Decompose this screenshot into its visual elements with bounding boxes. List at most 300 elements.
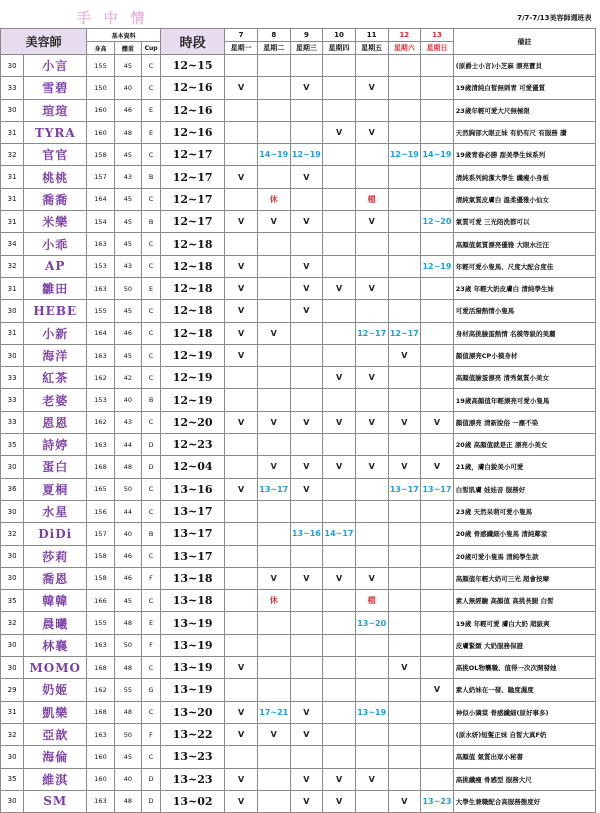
staff-cup: C [142, 344, 161, 366]
staff-note: 神似小隣棠 骨感纖細(原好事多) [453, 701, 595, 723]
staff-age: 32 [1, 523, 24, 545]
staff-row [1, 768, 596, 790]
staff-day-cell [355, 300, 388, 322]
staff-name: 凱樂 [24, 701, 87, 723]
header-date: 13 [421, 29, 454, 42]
staff-day-cell [421, 500, 454, 522]
staff-day-cell [257, 166, 290, 188]
staff-day-cell [323, 478, 356, 500]
staff-day-cell [388, 367, 421, 389]
staff-day-cell [388, 500, 421, 522]
staff-cup: B [142, 211, 161, 233]
staff-age: 33 [1, 77, 24, 99]
staff-row [1, 523, 596, 545]
header-weekday: 星期一 [225, 42, 258, 55]
staff-cup: C [142, 322, 161, 344]
staff-day-cell [225, 456, 258, 478]
staff-weight: 45 [114, 233, 141, 255]
staff-day-cell [355, 233, 388, 255]
staff-day-cell: V [290, 277, 323, 299]
staff-day-cell [323, 188, 356, 210]
staff-day-cell [257, 121, 290, 143]
staff-day-cell: V [355, 456, 388, 478]
staff-note: 19歲青春必勝 甜美學生妹系列 [453, 144, 595, 166]
staff-note: 天然胸部大眼正妹 有奶有尺 有服務 讚 [453, 121, 595, 143]
staff-time-slot: 13~02 [161, 790, 225, 812]
staff-day-cell [257, 233, 290, 255]
staff-day-cell [257, 55, 290, 77]
staff-time-slot: 12~17 [161, 166, 225, 188]
staff-cup: E [142, 121, 161, 143]
staff-cup: D [142, 790, 161, 812]
staff-height: 164 [87, 188, 114, 210]
staff-day-cell [388, 567, 421, 589]
staff-day-cell [388, 746, 421, 768]
staff-day-cell [421, 300, 454, 322]
staff-time-slot: 12~18 [161, 233, 225, 255]
staff-day-cell [355, 144, 388, 166]
staff-day-cell [323, 344, 356, 366]
staff-day-cell [355, 434, 388, 456]
staff-day-cell: V [257, 567, 290, 589]
staff-name: 奶姬 [24, 679, 87, 701]
staff-day-cell [355, 166, 388, 188]
staff-height: 155 [87, 55, 114, 77]
staff-day-cell [225, 144, 258, 166]
staff-age: 30 [1, 746, 24, 768]
staff-name: 韓韓 [24, 590, 87, 612]
staff-day-cell: V [355, 121, 388, 143]
staff-height: 168 [87, 701, 114, 723]
staff-weight: 46 [114, 99, 141, 121]
staff-row [1, 612, 596, 634]
staff-day-cell: V [290, 768, 323, 790]
staff-day-cell: 12~19 [388, 144, 421, 166]
staff-day-cell [421, 590, 454, 612]
staff-time-slot: 12~19 [161, 389, 225, 411]
staff-day-cell [323, 723, 356, 745]
staff-day-cell: 13~16 [290, 523, 323, 545]
staff-age: 31 [1, 277, 24, 299]
staff-day-cell [323, 500, 356, 522]
staff-day-cell [257, 545, 290, 567]
staff-time-slot: 13~17 [161, 523, 225, 545]
staff-row [1, 144, 596, 166]
staff-cup: C [142, 657, 161, 679]
header-date: 12 [388, 29, 421, 42]
staff-age: 36 [1, 478, 24, 500]
staff-day-cell [257, 367, 290, 389]
staff-row [1, 344, 596, 366]
staff-note: 可愛活潑熱情小隻馬 [453, 300, 595, 322]
staff-day-cell [323, 55, 356, 77]
staff-day-cell [388, 389, 421, 411]
staff-day-cell [421, 188, 454, 210]
staff-age: 32 [1, 723, 24, 745]
staff-weight: 43 [114, 255, 141, 277]
staff-day-cell: V [323, 367, 356, 389]
staff-weight: 44 [114, 500, 141, 522]
staff-row [1, 277, 596, 299]
staff-note: 大學生兼職配合高服務態度好 [453, 790, 595, 812]
staff-day-cell [355, 746, 388, 768]
staff-day-cell: 14~19 [257, 144, 290, 166]
staff-note: 素人無經驗 高顏值 高挑長腿 白皙 [453, 590, 595, 612]
header-cup: Cup [142, 42, 161, 55]
staff-height: 163 [87, 790, 114, 812]
staff-day-cell [421, 723, 454, 745]
staff-day-cell [290, 545, 323, 567]
staff-day-cell: V [290, 300, 323, 322]
staff-time-slot: 12~17 [161, 188, 225, 210]
header-weight: 體重 [114, 42, 141, 55]
staff-height: 163 [87, 344, 114, 366]
staff-age: 30 [1, 344, 24, 366]
staff-day-cell [290, 746, 323, 768]
staff-weight: 40 [114, 77, 141, 99]
staff-day-cell [388, 188, 421, 210]
staff-day-cell [290, 500, 323, 522]
staff-note: 19歲 年輕可愛 膚白大奶 超級爽 [453, 612, 595, 634]
staff-day-cell [355, 389, 388, 411]
staff-note: 23歲年輕可愛大尺無極限 [453, 99, 595, 121]
staff-day-cell [388, 166, 421, 188]
staff-day-cell [421, 523, 454, 545]
staff-time-slot: 13~22 [161, 723, 225, 745]
staff-day-cell [388, 77, 421, 99]
staff-day-cell [290, 679, 323, 701]
staff-day-cell [323, 99, 356, 121]
staff-row [1, 55, 596, 77]
header-basic-info: 基本資料 [87, 29, 161, 42]
staff-day-cell [421, 545, 454, 567]
staff-row [1, 211, 596, 233]
staff-cup: E [142, 99, 161, 121]
staff-note: 顏值漂亮 清新脫俗 一塵不染 [453, 411, 595, 433]
staff-height: 160 [87, 99, 114, 121]
staff-day-cell [290, 322, 323, 344]
staff-day-cell [225, 500, 258, 522]
staff-time-slot: 13~17 [161, 545, 225, 567]
staff-day-cell: V [388, 456, 421, 478]
staff-day-cell: V [421, 411, 454, 433]
staff-height: 164 [87, 322, 114, 344]
staff-day-cell [388, 590, 421, 612]
staff-time-slot: 13~19 [161, 679, 225, 701]
staff-day-cell [323, 434, 356, 456]
staff-time-slot: 13~17 [161, 500, 225, 522]
staff-day-cell: V [257, 456, 290, 478]
staff-age: 35 [1, 590, 24, 612]
staff-name: 維淇 [24, 768, 87, 790]
staff-age: 32 [1, 144, 24, 166]
staff-row [1, 411, 596, 433]
staff-height: 163 [87, 233, 114, 255]
staff-note: 20歲 骨感纖細小隻馬 清純鄰家 [453, 523, 595, 545]
staff-day-cell: V [225, 255, 258, 277]
staff-time-slot: 12~18 [161, 255, 225, 277]
staff-row [1, 367, 596, 389]
staff-note: 高顏值 氣質出眾小秘書 [453, 746, 595, 768]
staff-height: 150 [87, 77, 114, 99]
staff-row [1, 657, 596, 679]
staff-day-cell: 檔 [355, 590, 388, 612]
header-weekday: 星期三 [290, 42, 323, 55]
staff-height: 155 [87, 612, 114, 634]
staff-day-cell [355, 478, 388, 500]
staff-day-cell [388, 55, 421, 77]
staff-weight: 48 [114, 456, 141, 478]
staff-height: 153 [87, 255, 114, 277]
staff-day-cell: V [225, 300, 258, 322]
staff-weight: 42 [114, 367, 141, 389]
staff-height: 156 [87, 500, 114, 522]
staff-day-cell [355, 344, 388, 366]
staff-day-cell: 12~17 [388, 322, 421, 344]
staff-day-cell [355, 523, 388, 545]
staff-name: SM [24, 790, 87, 812]
staff-row [1, 322, 596, 344]
staff-day-cell: V [225, 211, 258, 233]
staff-day-cell [388, 701, 421, 723]
staff-day-cell [323, 211, 356, 233]
staff-time-slot: 13~20 [161, 701, 225, 723]
staff-day-cell [388, 723, 421, 745]
staff-day-cell [323, 166, 356, 188]
staff-day-cell [388, 255, 421, 277]
staff-time-slot: 12~18 [161, 322, 225, 344]
staff-day-cell [225, 567, 258, 589]
staff-time-slot: 12~16 [161, 99, 225, 121]
date-range: 7/7-7/13美容師週班表 [225, 8, 596, 29]
staff-weight: 40 [114, 523, 141, 545]
staff-day-cell [421, 768, 454, 790]
staff-day-cell: 12~20 [421, 211, 454, 233]
staff-name: HEBE [24, 300, 87, 322]
staff-row [1, 456, 596, 478]
staff-weight: 40 [114, 768, 141, 790]
staff-name: 桃桃 [24, 166, 87, 188]
staff-day-cell [257, 500, 290, 522]
staff-height: 163 [87, 434, 114, 456]
staff-cup: C [142, 300, 161, 322]
staff-day-cell: V [290, 211, 323, 233]
staff-day-cell [355, 723, 388, 745]
staff-day-cell [225, 188, 258, 210]
staff-day-cell [323, 77, 356, 99]
header-note: 備註 [453, 29, 595, 55]
staff-day-cell [290, 233, 323, 255]
staff-height: 168 [87, 657, 114, 679]
staff-day-cell: V [225, 277, 258, 299]
staff-day-cell: V [257, 723, 290, 745]
staff-day-cell [421, 344, 454, 366]
staff-day-cell: 13~17 [388, 478, 421, 500]
staff-row [1, 166, 596, 188]
staff-height: 162 [87, 367, 114, 389]
staff-day-cell: V [290, 411, 323, 433]
staff-day-cell [257, 255, 290, 277]
staff-weight: 45 [114, 746, 141, 768]
staff-height: 160 [87, 768, 114, 790]
staff-day-cell: V [355, 411, 388, 433]
staff-note: 高顏值臉蛋漂亮 清秀氣質小美女 [453, 367, 595, 389]
staff-day-cell [290, 434, 323, 456]
staff-day-cell [257, 523, 290, 545]
staff-day-cell [388, 679, 421, 701]
staff-name: 喬喬 [24, 188, 87, 210]
staff-note: 高顏值氣質漂亮優雅 大眼水汪汪 [453, 233, 595, 255]
staff-row [1, 790, 596, 812]
staff-weight: 45 [114, 55, 141, 77]
staff-note: 清純系列純潔大學生 纖瘦小身板 [453, 166, 595, 188]
staff-day-cell [323, 634, 356, 656]
staff-day-cell [421, 657, 454, 679]
staff-day-cell [388, 121, 421, 143]
staff-cup: B [142, 523, 161, 545]
staff-height: 153 [87, 389, 114, 411]
staff-cup: G [142, 679, 161, 701]
staff-height: 155 [87, 300, 114, 322]
staff-day-cell [225, 523, 258, 545]
staff-weight: 45 [114, 300, 141, 322]
staff-day-cell [421, 634, 454, 656]
staff-note: 19歲高顏值年輕漂亮可愛小隻馬 [453, 389, 595, 411]
staff-day-cell [421, 746, 454, 768]
staff-day-cell [290, 344, 323, 366]
staff-height: 163 [87, 634, 114, 656]
staff-cup: F [142, 723, 161, 745]
staff-day-cell [225, 545, 258, 567]
staff-cup: C [142, 478, 161, 500]
staff-day-cell [257, 612, 290, 634]
staff-age: 33 [1, 367, 24, 389]
staff-name: 夏桐 [24, 478, 87, 500]
staff-day-cell [323, 701, 356, 723]
staff-day-cell: V [421, 456, 454, 478]
staff-row [1, 701, 596, 723]
staff-cup: D [142, 768, 161, 790]
staff-height: 165 [87, 478, 114, 500]
staff-day-cell: V [355, 768, 388, 790]
staff-day-cell: V [388, 657, 421, 679]
staff-day-cell [355, 657, 388, 679]
staff-cup: E [142, 612, 161, 634]
staff-row [1, 434, 596, 456]
staff-day-cell [257, 679, 290, 701]
staff-age: 31 [1, 188, 24, 210]
staff-height: 158 [87, 144, 114, 166]
staff-row [1, 679, 596, 701]
header-name: 美容師 [1, 29, 87, 55]
staff-weight: 40 [114, 389, 141, 411]
staff-day-cell [355, 255, 388, 277]
staff-day-cell [388, 523, 421, 545]
staff-day-cell: 12~19 [290, 144, 323, 166]
staff-day-cell: V [225, 77, 258, 99]
staff-day-cell [421, 612, 454, 634]
page-title: 手 中 情 [1, 8, 225, 29]
staff-day-cell: V [290, 77, 323, 99]
staff-day-cell [257, 434, 290, 456]
staff-day-cell: V [355, 567, 388, 589]
staff-cup: C [142, 500, 161, 522]
staff-day-cell: V [290, 255, 323, 277]
staff-height: 157 [87, 166, 114, 188]
staff-time-slot: 12~16 [161, 121, 225, 143]
staff-weight: 48 [114, 612, 141, 634]
staff-day-cell [225, 121, 258, 143]
staff-name: AP [24, 255, 87, 277]
staff-row [1, 389, 596, 411]
staff-day-cell: V [388, 790, 421, 812]
staff-day-cell [355, 500, 388, 522]
staff-age: 33 [1, 411, 24, 433]
staff-row [1, 590, 596, 612]
header-height: 身高 [87, 42, 114, 55]
staff-cup: C [142, 545, 161, 567]
staff-name: 水星 [24, 500, 87, 522]
staff-day-cell: V [225, 478, 258, 500]
staff-day-cell [257, 634, 290, 656]
staff-day-cell: V [421, 679, 454, 701]
staff-weight: 48 [114, 121, 141, 143]
staff-day-cell: V [225, 768, 258, 790]
staff-day-cell [388, 211, 421, 233]
staff-height: 154 [87, 211, 114, 233]
staff-cup: C [142, 144, 161, 166]
staff-day-cell: 12~19 [421, 255, 454, 277]
staff-name: 小新 [24, 322, 87, 344]
staff-day-cell: 休 [257, 590, 290, 612]
staff-day-cell [257, 277, 290, 299]
staff-day-cell [257, 768, 290, 790]
staff-day-cell: V [257, 322, 290, 344]
staff-day-cell: V [355, 277, 388, 299]
staff-note: (原爵士小言)小芝麻 漂亮寶貝 [453, 55, 595, 77]
staff-cup: B [142, 166, 161, 188]
staff-name: 瑄瑄 [24, 99, 87, 121]
staff-day-cell [257, 389, 290, 411]
staff-day-cell: V [323, 567, 356, 589]
staff-day-cell [388, 768, 421, 790]
staff-age: 30 [1, 790, 24, 812]
staff-height: 168 [87, 456, 114, 478]
staff-weight: 45 [114, 144, 141, 166]
header-time: 時段 [161, 29, 225, 55]
staff-day-cell [290, 367, 323, 389]
staff-weight: 46 [114, 567, 141, 589]
staff-day-cell: V [323, 790, 356, 812]
staff-height: 166 [87, 590, 114, 612]
staff-age: 32 [1, 255, 24, 277]
staff-day-cell: V [290, 567, 323, 589]
staff-cup: C [142, 55, 161, 77]
staff-day-cell [225, 746, 258, 768]
staff-cup: B [142, 389, 161, 411]
staff-day-cell: V [225, 723, 258, 745]
staff-day-cell: V [290, 456, 323, 478]
staff-day-cell: V [225, 166, 258, 188]
staff-day-cell: V [290, 166, 323, 188]
staff-name: 老婆 [24, 389, 87, 411]
staff-height: 158 [87, 567, 114, 589]
staff-weight: 48 [114, 790, 141, 812]
staff-day-cell: V [355, 367, 388, 389]
staff-day-cell: 14~19 [421, 144, 454, 166]
staff-day-cell [388, 434, 421, 456]
staff-name: 米樂 [24, 211, 87, 233]
